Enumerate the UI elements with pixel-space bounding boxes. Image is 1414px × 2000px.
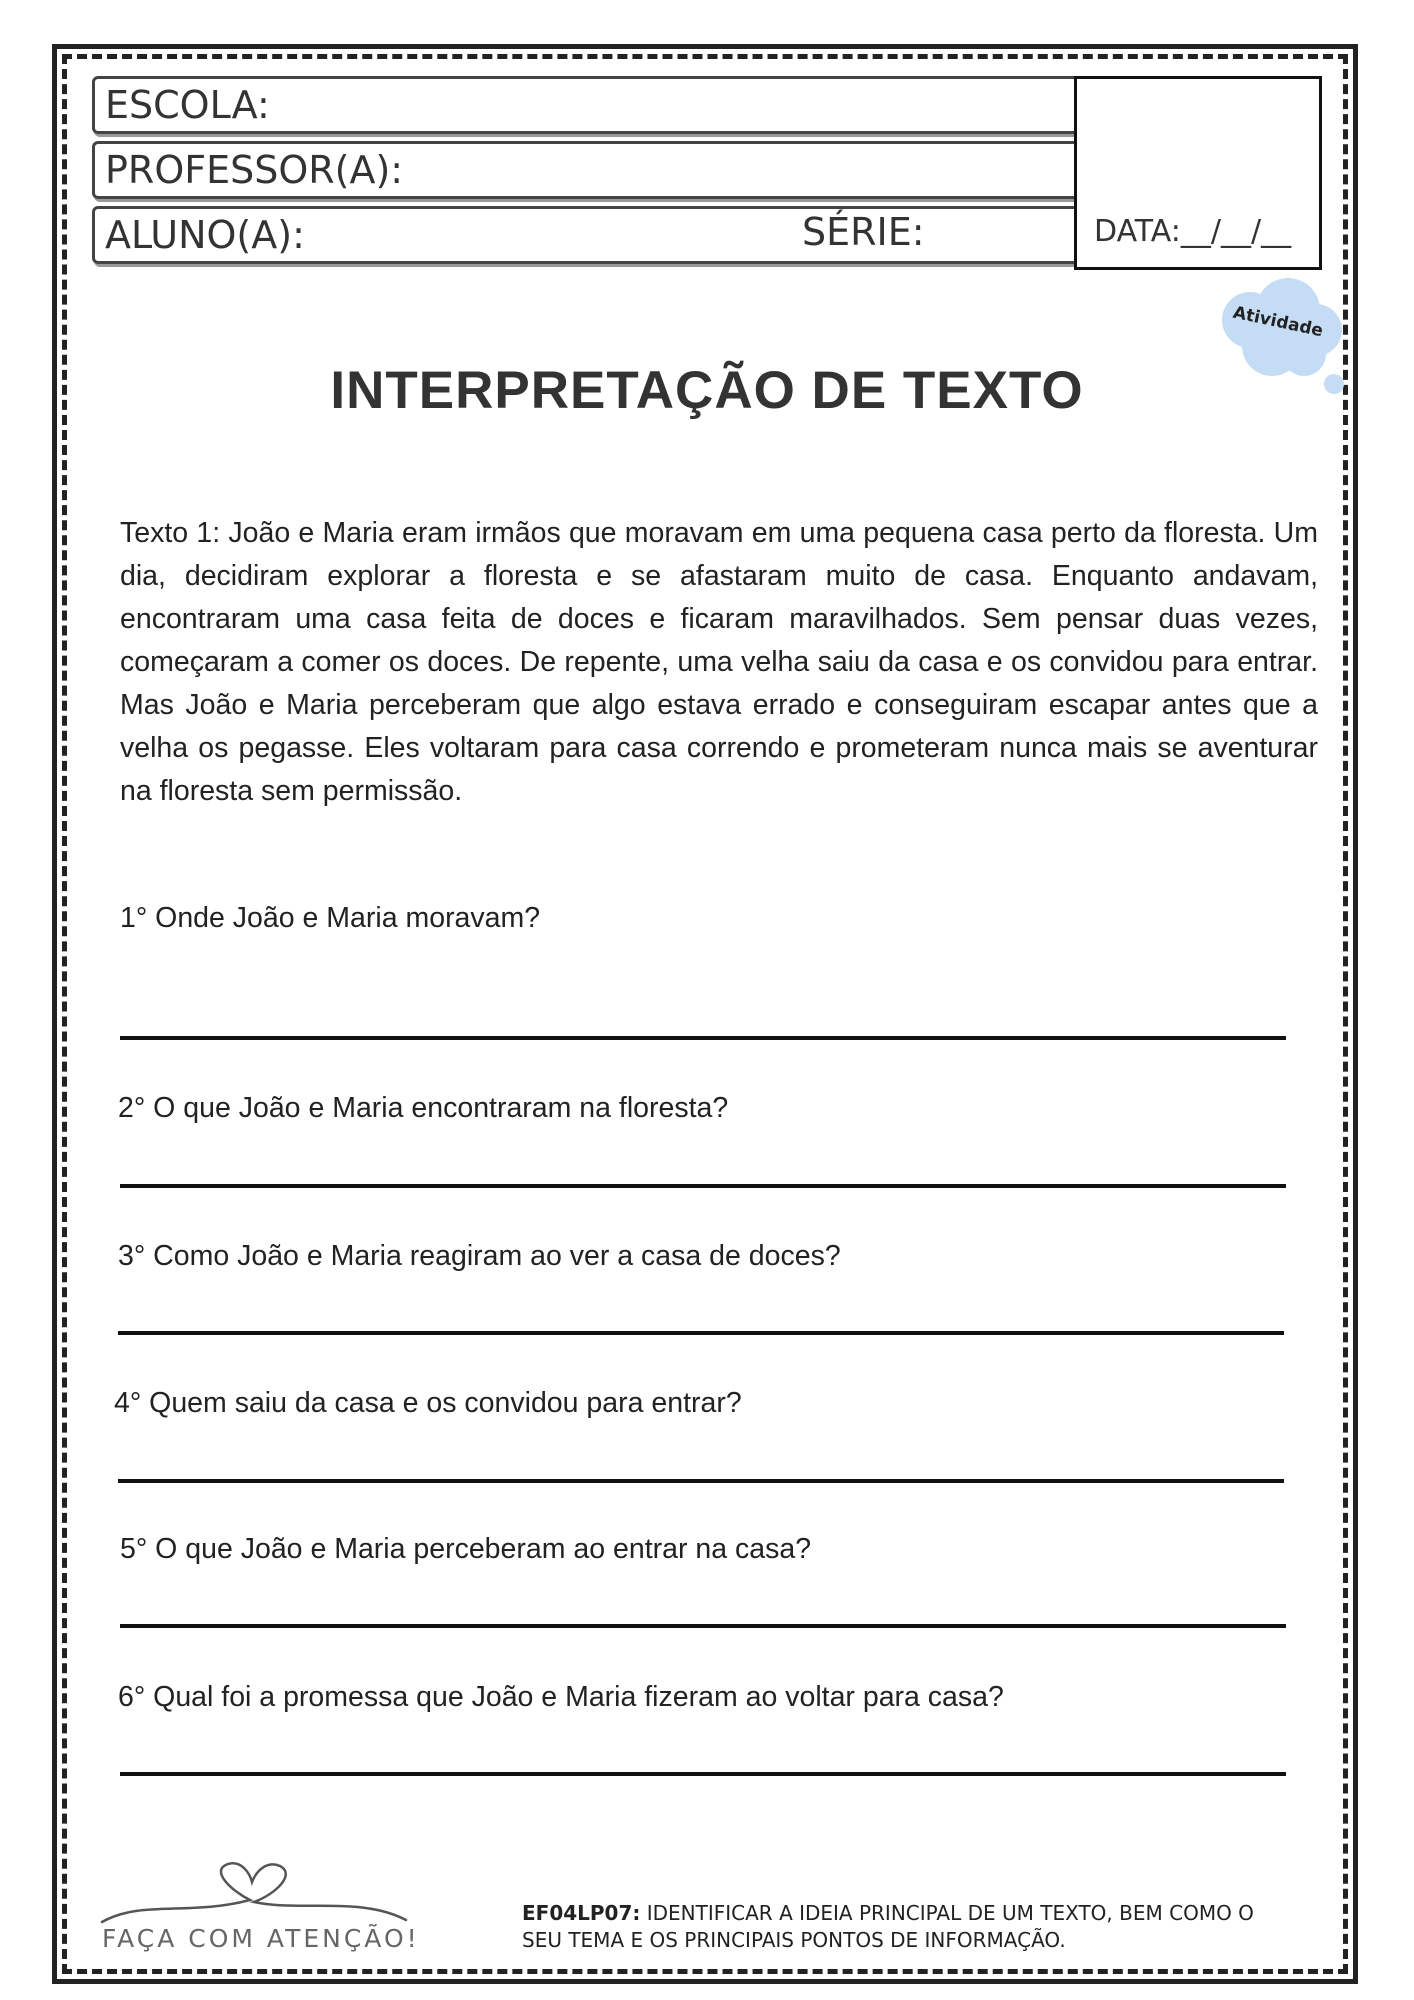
reading-passage: Texto 1: João e Maria eram irmãos que moravam em uma pequena casa perto da floresta. Um dia, decidiram explorar a floresta e se afastaram muito de casa. Enquanto andavam, encontraram uma casa feita de doces e ficaram maravilhados. Sem pensar duas vezes, começaram a comer os doces. De repente, uma velha saiu da casa e os convidou para entrar. Mas João e Maria perceberam que algo estava errado e conseguiram escapar antes que a velha os pegasse. Eles voltaram para casa correndo e prometeram nunca mais se aventurar na floresta sem permissão. [120, 517, 1318, 807]
answer-line-5[interactable] [120, 1624, 1286, 1628]
answer-line-2[interactable] [120, 1184, 1286, 1188]
answer-line-4[interactable] [118, 1479, 1284, 1483]
question-2: 2° O que João e Maria encontraram na floresta? [118, 1092, 729, 1124]
answer-line-6[interactable] [120, 1772, 1286, 1776]
question-6: 6° Qual foi a promessa que João e Maria fizeram ao voltar para casa? [118, 1681, 1004, 1713]
student-field[interactable] [92, 206, 1082, 264]
school-field[interactable] [92, 76, 1082, 134]
date-label: DATA:__/__/__ [1094, 214, 1292, 249]
question-4: 4° Quem saiu da casa e os convidou para entrar? [114, 1387, 742, 1419]
grade-label: SÉRIE: [802, 210, 925, 254]
teacher-field[interactable] [92, 141, 1082, 199]
teacher-label: PROFESSOR(A): [105, 148, 404, 192]
skill-description: IDENTIFICAR A IDEIA PRINCIPAL DE UM TEXTO, BEM COMO O SEU TEMA E OS PRINCIPAIS PONTOS DE INFORMAÇÃO. [522, 1901, 1254, 1952]
answer-line-3[interactable] [118, 1331, 1284, 1335]
school-label: ESCOLA: [105, 83, 270, 127]
question-3: 3° Como João e Maria reagiram ao ver a casa de doces? [118, 1240, 841, 1272]
answer-line-1[interactable] [120, 1036, 1286, 1040]
question-1: 1° Onde João e Maria moravam? [120, 902, 541, 934]
activity-badge-label: Atividade [1231, 302, 1325, 342]
skill-code: EF04LP07: [522, 1901, 641, 1925]
page-title: INTERPRETAÇÃO DE TEXTO [330, 361, 1084, 420]
question-5: 5° O que João e Maria perceberam ao entrar na casa? [120, 1533, 812, 1565]
logo-text: FAÇA COM ATENÇÃO! [102, 1924, 420, 1953]
skill-note [522, 1900, 1262, 1954]
student-label: ALUNO(A): [105, 213, 305, 257]
